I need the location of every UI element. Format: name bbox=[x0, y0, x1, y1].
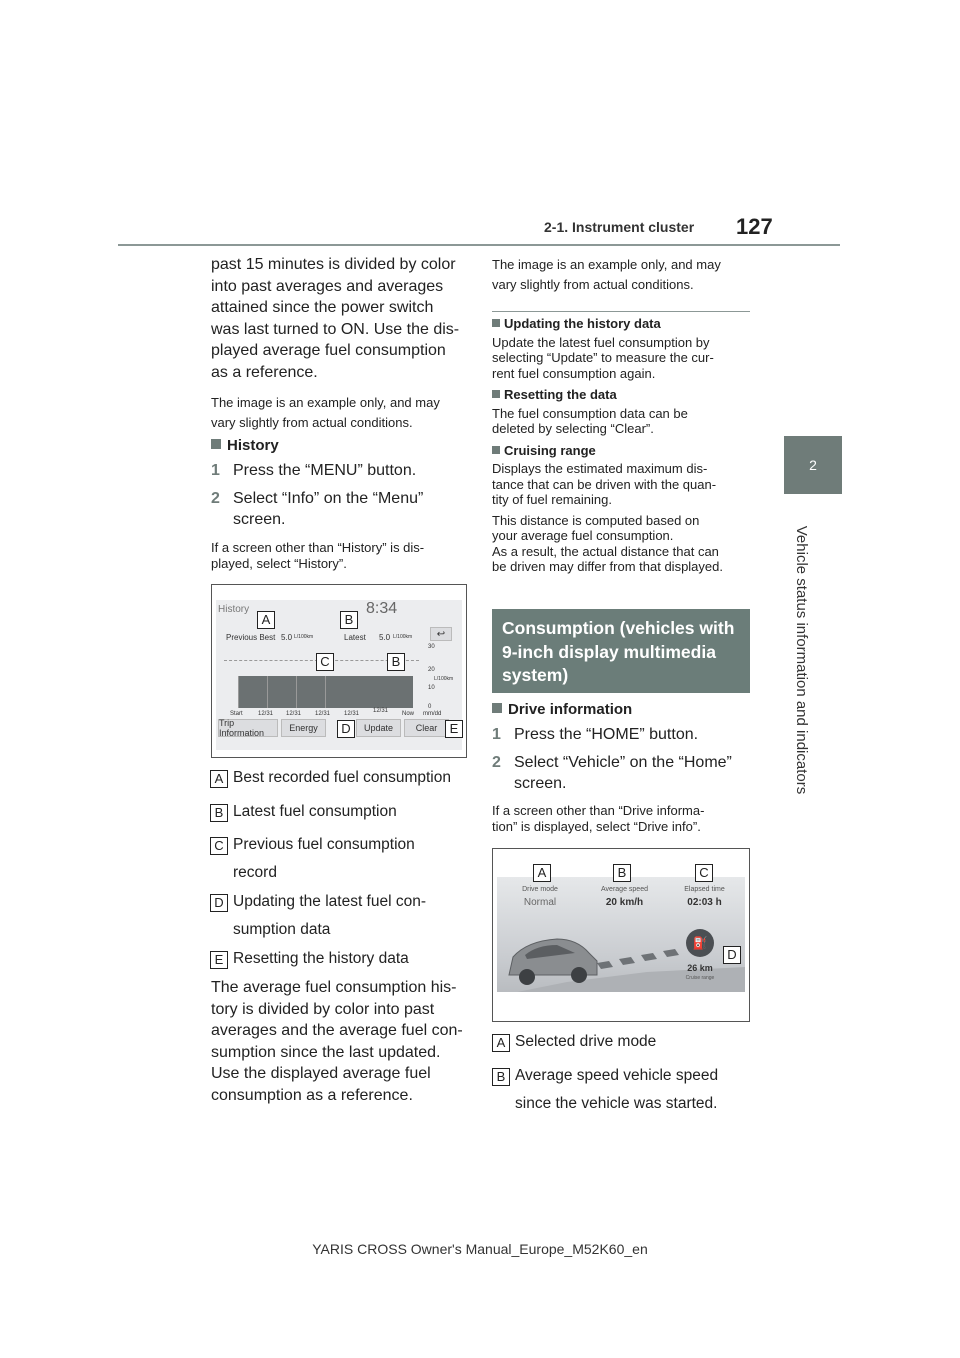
previous-best-label: Previous Best bbox=[226, 633, 276, 642]
callout-a: A bbox=[257, 611, 275, 629]
history-screen-figure bbox=[211, 584, 467, 758]
history-screen-title: History bbox=[218, 604, 250, 615]
callout-b: B bbox=[340, 611, 358, 629]
elapsed-time-value: 02:03 h bbox=[687, 897, 722, 908]
history-bar bbox=[238, 676, 267, 708]
drive-mode-value: Normal bbox=[523, 897, 557, 908]
callout-a: A bbox=[533, 864, 551, 882]
callout-d: D bbox=[337, 720, 355, 738]
unit-label: L/100km bbox=[393, 634, 413, 640]
intro-paragraph: past 15 minutes is divided by color into past averages and averages attained since the power switch was last turned to ON. Use the dis- played average fuel consumption as a reference. bbox=[211, 256, 460, 381]
y-unit: L/100km bbox=[434, 676, 454, 682]
callout-c: C bbox=[695, 864, 713, 882]
history-steps: 1 Press the “MENU” button. 2 Select “Info” on the “Menu” screen. bbox=[211, 462, 424, 529]
drive-info-heading: Drive information bbox=[492, 701, 632, 718]
cruise-range-value: 26 km bbox=[687, 963, 713, 973]
y-tick: 30 bbox=[428, 644, 435, 650]
elapsed-time-label: Elapsed time bbox=[684, 886, 725, 893]
x-label: Now bbox=[402, 711, 415, 717]
y-tick: 20 bbox=[428, 667, 435, 673]
clear-button[interactable]: Clear bbox=[404, 719, 449, 737]
square-bullet-icon bbox=[492, 390, 500, 398]
average-speed-label: Average speed bbox=[601, 886, 648, 893]
header-divider bbox=[118, 244, 840, 246]
square-bullet-icon bbox=[492, 446, 500, 454]
square-bullet-icon bbox=[492, 319, 500, 327]
drive-info-note: If a screen other than “Drive informa- tion” is displayed, select “Drive info”. bbox=[492, 803, 705, 834]
callout-b: B bbox=[387, 653, 405, 671]
drive-info-steps: 1 Press the “HOME” button. 2 Select “Vehicle” on the “Home” screen. bbox=[492, 726, 732, 793]
history-heading: History bbox=[211, 437, 279, 454]
callout-d: D bbox=[723, 946, 741, 964]
page-footer: YARIS CROSS Owner's Manual_Europe_M52K60_en bbox=[312, 1241, 648, 1257]
cruise-range-label: Cruise range bbox=[685, 975, 715, 981]
square-bullet-icon bbox=[492, 703, 502, 713]
clock: 8:34 bbox=[366, 600, 398, 617]
history-note: If a screen other than “History” is dis- played, select “History”. bbox=[211, 540, 425, 571]
y-tick: 10 bbox=[428, 685, 435, 691]
back-arrow-icon[interactable]: ↩ bbox=[430, 627, 452, 641]
drive-mode-label: Drive mode bbox=[522, 886, 558, 893]
x-label: 12/31 bbox=[344, 711, 360, 717]
x-label: 12/31 bbox=[315, 711, 331, 717]
page-number: 127 bbox=[736, 214, 773, 239]
section-title: 2-1. Instrument cluster bbox=[544, 219, 695, 235]
drive-info-screen bbox=[497, 877, 745, 992]
trip-information-button[interactable]: Trip Information bbox=[218, 719, 278, 737]
divider bbox=[492, 311, 750, 312]
y-tick: 0 bbox=[428, 704, 432, 710]
previous-best-value: 5.0 bbox=[281, 633, 293, 642]
history-bar bbox=[325, 676, 413, 708]
callout-c: C bbox=[316, 653, 334, 671]
drive-info-screen-figure bbox=[492, 848, 750, 1022]
callout-b: B bbox=[613, 864, 631, 882]
unit-label: L/100km bbox=[294, 634, 314, 640]
x-label: Start bbox=[230, 711, 243, 717]
average-speed-value: 20 km/h bbox=[605, 897, 644, 908]
latest-label: Latest bbox=[344, 633, 366, 642]
x-label: 12/31 bbox=[286, 711, 302, 717]
chapter-tab[interactable]: 2 bbox=[784, 436, 842, 494]
square-bullet-icon bbox=[211, 439, 221, 449]
history-bar bbox=[267, 676, 296, 708]
update-button[interactable]: Update bbox=[356, 719, 401, 737]
energy-button[interactable]: Energy bbox=[281, 719, 326, 737]
history-bar bbox=[296, 676, 325, 708]
callout-e: E bbox=[445, 720, 463, 738]
x-label: mm/dd bbox=[423, 711, 442, 717]
example-note: The image is an example only, and may vary slightly from actual conditions. bbox=[492, 257, 721, 292]
x-label: 12/31 bbox=[258, 711, 274, 717]
example-note: The image is an example only, and may vary slightly from actual conditions. bbox=[211, 395, 440, 430]
section-header: Consumption (vehicles with 9-inch display multimedia system) bbox=[492, 609, 750, 693]
history-notes: Updating the history data Update the latest fuel consumption by selecting “Update” to measure the cur- rent fuel consumption again. Resetting the data The fuel consumption data can be deleted by selecting “Clear”. Cruising range Displays the estimated maximum dis- tance that can be driven with the quan- tity of fuel remaining. This distance is computed based on your average fuel consumption. As a result, the actual distance that can be driven may differ from that displayed. bbox=[492, 316, 723, 574]
fuel-pump-icon: ⛽ bbox=[686, 929, 714, 957]
history-summary: The average fuel consumption his- tory is divided by color into past averages and the average fuel con- sumption since the last updated. Use the displayed average fuel consumption as a reference. bbox=[211, 979, 463, 1104]
chapter-title: Vehicle status information and indicators bbox=[793, 525, 810, 795]
x-label: 12/31 bbox=[373, 708, 389, 714]
latest-value: 5.0 bbox=[379, 633, 391, 642]
